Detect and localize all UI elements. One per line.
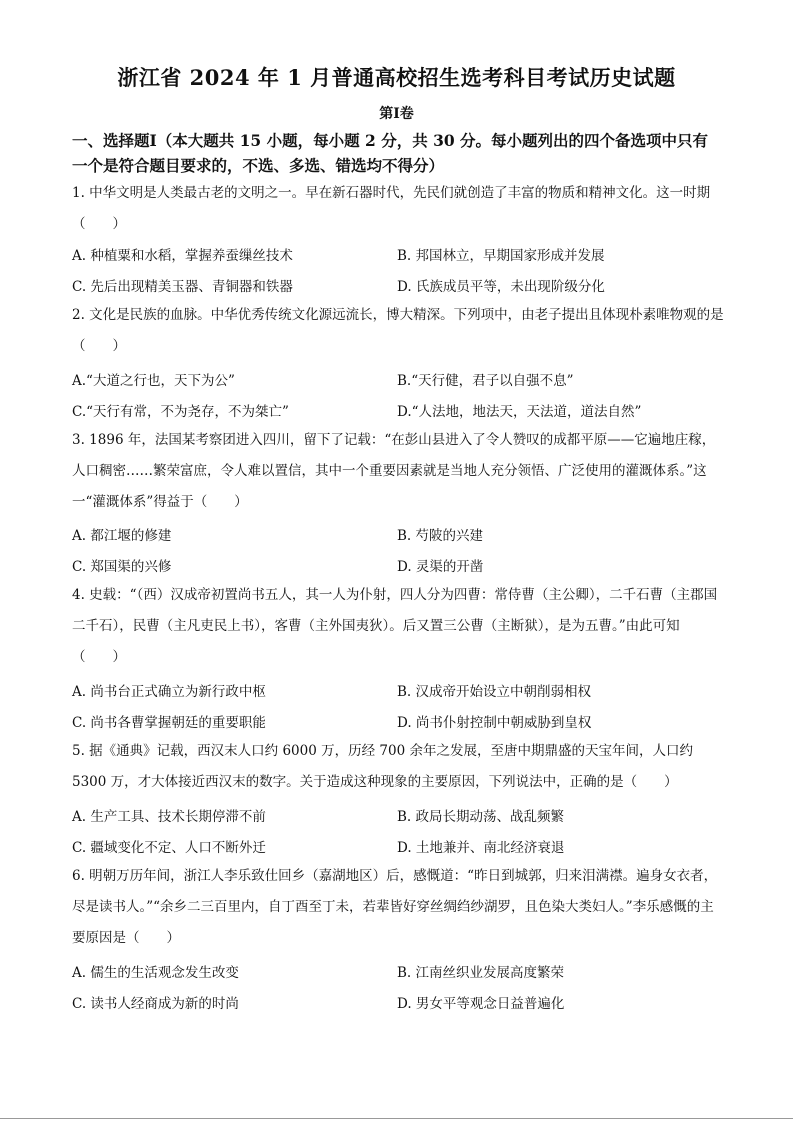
question-1-option-c: C. 先后出现精美玉器、青铜器和铁器 [72,279,293,295]
question-2-option-c: C.“天行有常，不为尧存，不为桀亡” [72,404,289,420]
question-1-option-b: B. 邦国林立，早期国家形成并发展 [397,248,605,264]
question-6-option-b: B. 江南丝织业发展高度繁荣 [397,965,565,981]
question-1-option-a: A. 种植粟和水稻，掌握养蚕缫丝技术 [72,248,293,264]
volume-heading: 第Ⅰ卷 [379,106,414,122]
section-heading-line2: 一个是符合题目要求的，不选、多选、错选均不得分） [72,156,445,175]
exam-title: 浙江省 2024 年 1 月普通高校招生选考科目考试历史试题 [117,65,676,90]
question-3-option-b: B. 芍陂的兴建 [397,528,484,544]
question-6-option-c: C. 读书人经商成为新的时尚 [72,996,239,1012]
question-5-option-c: C. 疆域变化不定、人口不断外迁 [72,840,266,856]
question-1-option-d: D. 氏族成员平等，未出现阶级分化 [397,279,605,295]
question-5-option-b: B. 政局长期动荡、战乱频繁 [397,809,565,825]
question-3-option-a: A. 都江堰的修建 [72,528,172,544]
section-heading-line1: 一、选择题Ⅰ（本大题共 15 小题，每小题 2 分，共 30 分。每小题列出的四个备选项中只有 [72,131,709,150]
question-6-option-a: A. 儒生的生活观念发生改变 [72,965,239,981]
question-6-stem: 6. 明朝万历年间，浙江人李乐致仕回乡（嘉湖地区）后，感慨道：“昨日到城郭，归来泪满襟。遍身女衣者，尽是读书人。”“余乡二三百里内，自丁酉至丁未，若辈皆好穿丝绸绉纱湖罗，且色染大类妇人。”李乐感慨的主要原因是（ ） [72,868,718,946]
question-4-option-d: D. 尚书仆射控制中朝威胁到皇权 [397,715,592,731]
question-3-stem: 3. 1896 年，法国某考察团进入四川，留下了记载：“在彭山县进入了令人赞叹的成都平原——它遍地庄稼，人口稠密……繁荣富庶，令人难以置信，其中一个重要因素就是当地人充分领悟、广泛使用的灌溉体系。”这一“灌溉体系”得益于（ ） [72,432,716,510]
question-5-option-d: D. 土地兼并、南北经济衰退 [397,840,565,856]
question-3-option-d: D. 灵渠的开凿 [397,559,484,575]
question-6-option-d: D. 男女平等观念日益普遍化 [397,996,565,1012]
question-5-option-a: A. 生产工具、技术长期停滞不前 [72,809,266,825]
question-2-option-a: A.“大道之行也，天下为公” [72,373,235,389]
question-1-stem: 1. 中华文明是人类最古老的文明之一。早在新石器时代，先民们就创造了丰富的物质和精神文化。这一时期（ ） [72,185,711,232]
page-bottom-divider [0,1118,793,1119]
question-2-option-b: B.“天行健，君子以自强不息” [397,373,574,389]
question-3-option-c: C. 郑国渠的兴修 [72,559,172,575]
question-2-option-d: D.“人法地，地法天，天法道，道法自然” [397,404,642,420]
question-2-stem: 2. 文化是民族的血脉。中华优秀传统文化源远流长，博大精深。下列项中，由老子提出且体现朴素唯物观的是（ ） [72,307,724,354]
question-4-option-b: B. 汉成帝开始设立中朝削弱相权 [397,684,592,700]
question-4-option-c: C. 尚书各曹掌握朝廷的重要职能 [72,715,266,731]
question-4-option-a: A. 尚书台正式确立为新行政中枢 [72,684,266,700]
question-4-stem: 4. 史载：“（西）汉成帝初置尚书五人，其一人为仆射，四人分为四曹：常侍曹（主公卿），二千石曹（主郡国二千石），民曹（主凡吏民上书），客曹（主外国夷狄）。后又置三公曹（主断狱），是为五曹。”由此可知（ ） [72,587,718,665]
question-5-stem: 5. 据《通典》记载，西汉末人口约 6000 万，历经 700 余年之发展，至唐中期鼎盛的天宝年间，人口约 5300 万，才大体接近西汉末的数字。关于造成这种现象的主要原因，下列说法中，正确的是（ ） [72,743,693,790]
